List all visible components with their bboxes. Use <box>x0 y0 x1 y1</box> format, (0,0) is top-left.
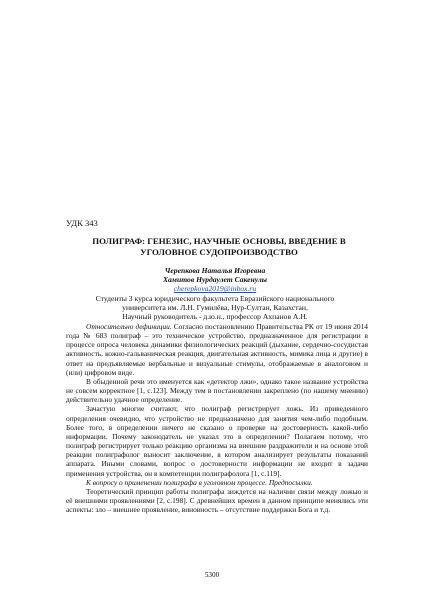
author-name-1: Черепкова Наталья Игоревна <box>164 266 266 275</box>
section-lead-definition: Относительно дефиниции. <box>86 322 172 331</box>
article-title: ПОЛИГРАФ: ГЕНЕЗИС, НАУЧНЫЕ ОСНОВЫ, ВВЕДЕНИЕ В УГОЛОВНОЕ СУДОПРОИЗВОДСТВО <box>92 236 346 257</box>
article-body <box>66 322 368 514</box>
author-email-link[interactable]: cherepkova2019@inbox.ru <box>173 284 257 294</box>
udk-code: УДК 343 <box>66 218 98 228</box>
paragraph-definition-text: Согласно постановлению Правительства РК от 19 июня 2014 года № 683 полиграф – это техническое устройство, предназначенное для регистрации в процессе опроса человека динамики физиологических реакций (дыхание, сердечно-сосудистая активность, кожно-гальваническая реакция, двигательная активность, мимика лица и другие) в ответ на предъявляемые вербальные и визуальные стимулы, отображаемые в аналоговом и (или) цифровом виде. <box>66 322 368 377</box>
paragraph-polygraph-role: Зачастую многие считают, что полиграф регистрирует ложь. Из приведенного определения очевидно, что устройство не предназначено для занятия чем-либо подобным. Более того, в определении ничего не сказано о проверке на достоверность какой-либо информации. Почему законодатель не указал это в определении? Полагаем потому, что полиграф регистрирует только реакцию организма на внешние раздражители и на основе этой реакции полиграфолог выносит заключение, в котором анализирует результаты показаний аппарата. Иными словами, вопрос о достоверности информации не входит в задачи применения устройства, он в компетенции полиграфолога [1, с.119]. <box>66 404 368 478</box>
author-name-2: Хамитов Нурдаулет Сакенулы <box>162 275 268 285</box>
page-number: 5300 <box>204 571 220 579</box>
paragraph-theory: Теоретический принцип работы полиграфа зиждется на наличии связи между ложью и её внешними проявлениями [2, с.198]. С древнейших времен в данном принципе менялись эти аспекты: зло – внешнее проявление, виновность – отсутствие поддержки Бога и т.д. <box>66 486 368 515</box>
affiliation-line-2: университета им. Л.Н. Гумилёва, Нур-Султан, Казахстан, <box>122 302 308 312</box>
section-heading-criminal-process: К вопросу о применении полиграфа в уголовном процессе. Предпосылки. <box>86 477 313 487</box>
affiliation-line-1: Студенты 3 курса юридического факультета Евразийского национального <box>95 293 335 303</box>
author-block <box>60 266 370 321</box>
paragraph-definition <box>66 322 368 377</box>
paragraph-lie-detector: В обыденной речи это именуется как «детектор лжи», однако такое название устройства не совсем корректное [1, с.123]. Между тем в постановлении закреплено (по нашему мнению) действительно удачное определение. <box>66 376 368 405</box>
advisor-line: Научный руководитель - д.ю.н., профессор Ахпанов А.Н. <box>122 312 308 322</box>
